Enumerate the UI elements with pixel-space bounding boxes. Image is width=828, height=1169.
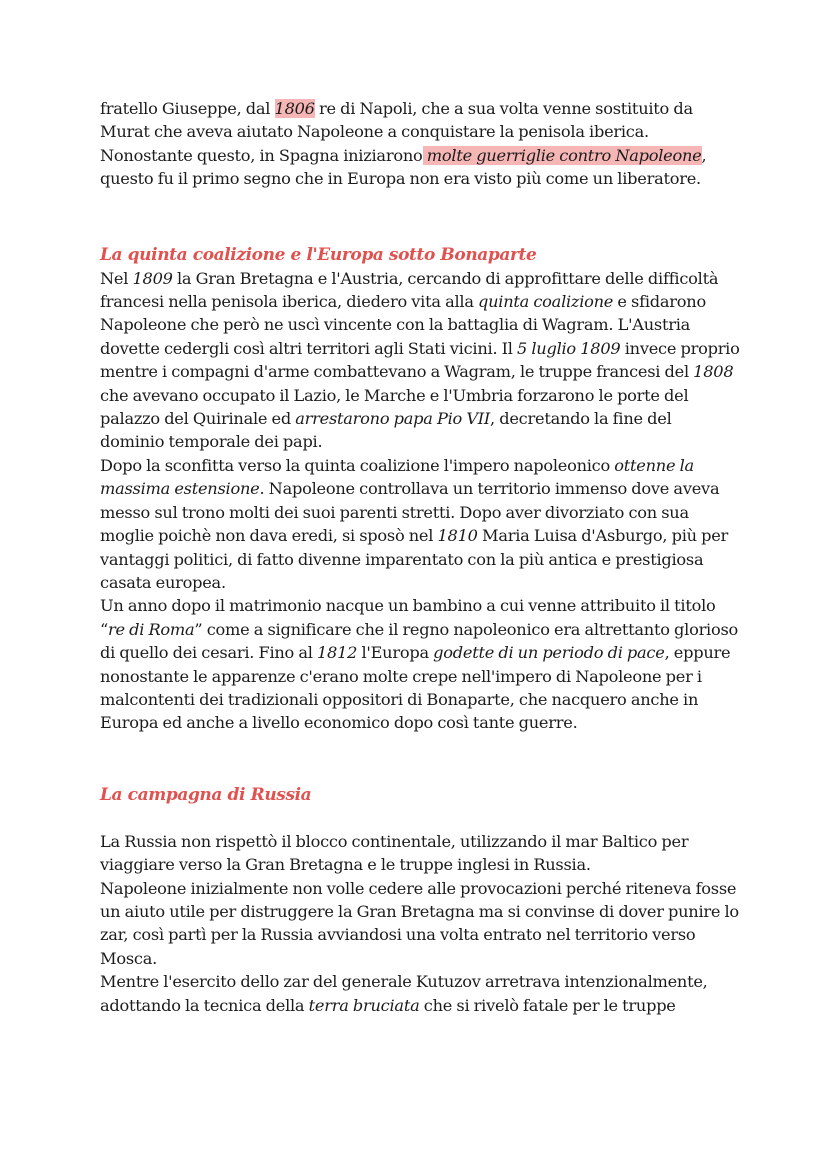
emphasis: arrestarono papa Pio VII: [295, 409, 491, 429]
section-heading-quinta-coalizione: La quinta coalizione e l'Europa sotto Bonaparte: [100, 244, 537, 265]
emphasis: quinta coalizione: [478, 292, 614, 312]
paragraph: Napoleone inizialmente non volle cedere alle provocazioni perché riteneva fosse un aiuto utile per distruggere la Gran Bretagna ma si convinse di dover punire lo zar, così partì per la Russia avviandosi una volta entrato nel territorio verso Mosca.: [100, 878, 739, 968]
text-run: Nel: [100, 268, 133, 288]
text-run: invece proprio mentre i compagni d'arme combattevano a Wagram, le truppe francesi del: [100, 338, 740, 382]
emphasis: godette di un periodo di pace: [433, 643, 665, 663]
text-run: che avevano occupato il Lazio, le Marche e l'Umbria forzarono le porte del palazzo del Quirinale ed: [100, 385, 689, 429]
paragraph: [100, 970, 740, 1017]
year: 1810: [437, 526, 478, 546]
paragraph: [100, 594, 740, 734]
paragraph: [100, 454, 740, 594]
date: 5 luglio 1809: [517, 338, 621, 358]
text-run: . Napoleone controllava un territorio immenso dove aveva messo sul trono molti dei suoi parenti stretti. Dopo aver divorziato con sua moglie poichè non dava eredi, si sposò nel: [100, 479, 720, 546]
year: 1812: [316, 643, 358, 663]
highlighted-year: 1806: [274, 99, 315, 118]
spacer: [100, 735, 740, 783]
text-run: Mentre l'esercito dello zar del generale Kutuzov arretrava intenzionalmente, adottando la tecnica della: [100, 972, 708, 1015]
emphasis: re di Roma: [108, 619, 195, 639]
year: 1808: [693, 362, 734, 382]
text-run: e sfidarono Napoleone che però ne uscì vincente con la battaglia di Wagram. L'Austria dovette cedergli così altri territori agli Stati vicini. Il: [100, 292, 706, 358]
text-run: l'Europa: [357, 643, 434, 663]
text-run: ” come a significare che il regno napoleonico era altrettanto glorioso di quello dei cesari. Fino al: [100, 619, 739, 663]
spacer: [100, 191, 740, 243]
text-run: la Gran Bretagna e l'Austria, cercando di approfittare delle difficoltà francesi nella penisola iberica, diedero vita alla: [100, 268, 719, 312]
text-run: , questo fu il primo segno che in Europa non era visto più come un liberatore.: [100, 145, 707, 189]
text-run: Dopo la sconfitta verso la quinta coalizione l'impero napoleonico: [100, 455, 615, 475]
intro-paragraph: [100, 97, 740, 191]
emphasis: ottenne la massima estensione: [100, 455, 694, 499]
text-run: che si rivelò fatale per le truppe: [419, 995, 676, 1015]
paragraph: [100, 267, 740, 454]
document-page: [100, 97, 740, 1017]
text-run: , decretando la fine del dominio temporale dei papi.: [100, 409, 672, 452]
text-run: Maria Luisa d'Asburgo, più per vantaggi politici, di fatto divenne imparentato con la più antica e prestigiosa casata europea.: [100, 526, 729, 592]
text-run: Un anno dopo il matrimonio nacque un bambino a cui venne attribuito il titolo “: [100, 596, 716, 639]
spacer: [100, 807, 740, 830]
text-run: re di Napoli, che a sua volta venne sostituito da Murat che aveva aiutato Napoleone a conquistare la penisola iberica. Nonostante questo, in Spagna iniziarono: [100, 99, 693, 165]
year: 1809: [132, 268, 173, 288]
text-run: fratello Giuseppe, dal: [100, 99, 275, 118]
section-heading-campagna-russia: La campagna di Russia: [100, 784, 312, 805]
emphasis: terra bruciata: [308, 995, 420, 1015]
text-run: , eppure nonostante le apparenze c'erano molte crepe nell'impero di Napoleone per i malcontenti dei tradizionali oppositori di Bonaparte, che nacquero anche in Europa ed anche a livello economico dopo così tante guerre.: [100, 643, 731, 733]
paragraph: La Russia non rispettò il blocco continentale, utilizzando il mar Baltico per viaggiare verso la Gran Bretagna e le truppe inglesi in Russia.: [100, 831, 689, 875]
highlighted-phrase: molte guerriglie contro Napoleone: [422, 145, 702, 165]
